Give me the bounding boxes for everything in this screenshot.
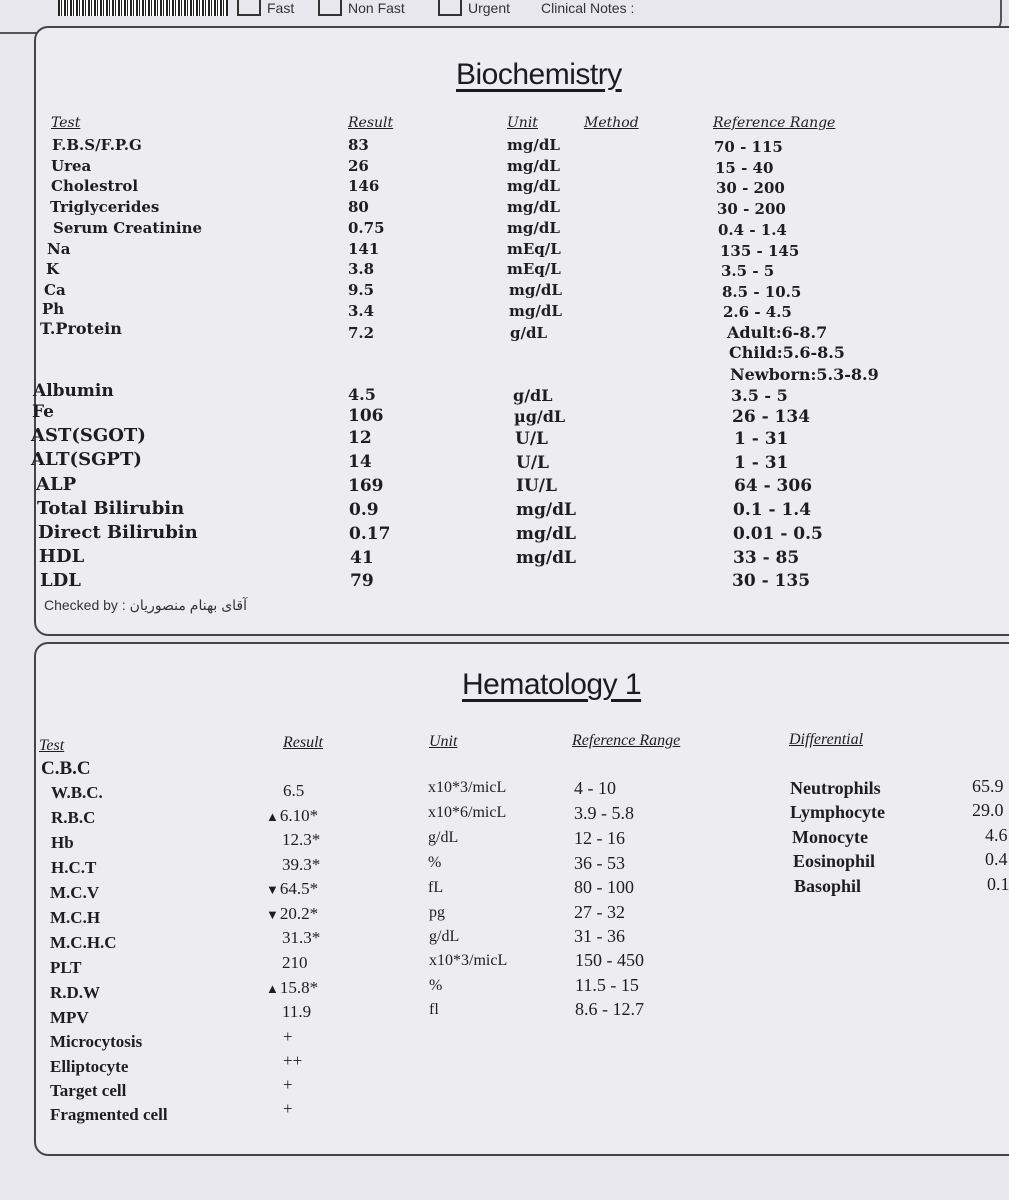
bio-ref-urea: 15 - 40 (715, 159, 774, 177)
hem-test-mcv: M.C.V (50, 883, 100, 902)
bio-ref-hdl: 33 - 85 (733, 548, 800, 568)
non-fast-label: Non Fast (348, 0, 405, 16)
hem-group-cbc: C.B.C (41, 758, 91, 779)
hem-result-hct: 39.3* (282, 855, 321, 874)
bio-result-ldl: 79 (350, 571, 374, 591)
bio-unit-triglycerides: mg/dL (507, 198, 560, 216)
hem-unit-mch: pg (429, 904, 445, 921)
bio-ref-ca: 8.5 - 10.5 (722, 283, 802, 301)
bio-test-ca: Ca (44, 281, 66, 299)
bio-result-hdl: 41 (350, 548, 374, 568)
bio-test-hdl: HDL (39, 546, 85, 567)
bio-unit-hdl: mg/dL (516, 548, 576, 568)
down-arrow-icon: ▼ (266, 907, 279, 922)
bio-result-total-bilirubin: 0.9 (349, 500, 379, 520)
hem-header-test: Test (39, 737, 65, 754)
diff-name-monocyte: Monocyte (792, 827, 868, 847)
bio-ref-triglycerides: 30 - 200 (717, 200, 786, 218)
bio-header-method: Method (584, 115, 639, 131)
hem-test-elliptocyte: Elliptocyte (50, 1057, 129, 1076)
hem-unit-mchc: g/dL (429, 928, 460, 945)
hem-header-differential: Differential (789, 731, 864, 748)
hem-test-plt: PLT (50, 958, 82, 977)
hem-test-fragmented-cell: Fragmented cell (50, 1105, 168, 1124)
bio-ref-k: 3.5 - 5 (721, 262, 775, 280)
hem-test-wbc: W.B.C. (51, 783, 103, 802)
up-arrow-icon: ▲ (266, 981, 279, 996)
hematology-panel (34, 642, 1009, 1156)
bio-test-creatinine: Serum Creatinine (53, 219, 203, 237)
bio-ref-alp: 64 - 306 (734, 476, 813, 496)
hem-result-rbc: ▲6.10* (266, 806, 319, 825)
hem-ref-mchc: 31 - 36 (574, 926, 625, 946)
hem-result-rdw: ▲15.8* (266, 978, 319, 997)
hem-unit-hb: g/dL (428, 829, 459, 846)
bio-result-ca: 9.5 (348, 281, 375, 299)
bio-header-result: Result (348, 115, 394, 131)
fast-label: Fast (267, 0, 295, 16)
diff-value-eosinophil: 0.4 (985, 849, 1008, 869)
bio-test-alp: ALP (36, 474, 77, 495)
bio-ref-alt: 1 - 31 (734, 453, 789, 473)
hem-test-mpv: MPV (50, 1008, 89, 1027)
hem-header-unit: Unit (429, 733, 458, 750)
bio-test-k: K (46, 260, 60, 278)
hematology-title: Hematology 1 (462, 668, 642, 701)
hem-unit-hct: % (428, 854, 442, 871)
bio-ref-na: 135 - 145 (720, 242, 800, 260)
bio-result-k: 3.8 (348, 260, 375, 278)
biochemistry-title: Biochemistry (456, 58, 622, 91)
urgent-label: Urgent (468, 0, 511, 16)
bio-result-fbs: 83 (348, 136, 369, 154)
bio-unit-fbs: mg/dL (507, 136, 560, 154)
hem-unit-mpv: fl (429, 1001, 439, 1018)
hem-header-reference: Reference Range (572, 732, 681, 749)
bio-unit-albumin: g/dL (513, 386, 553, 405)
hem-test-hct: H.C.T (51, 858, 97, 877)
bio-test-albumin: Albumin (33, 381, 114, 401)
bio-result-alp: 169 (348, 476, 384, 496)
down-arrow-icon: ▼ (266, 882, 279, 897)
hem-test-microcytosis: Microcytosis (50, 1032, 143, 1051)
bio-result-triglycerides: 80 (348, 198, 369, 216)
hem-result-plt: 210 (282, 953, 308, 972)
hem-test-rdw: R.D.W (50, 983, 101, 1002)
bio-unit-ast: U/L (515, 429, 548, 449)
bio-ref-ldl: 30 - 135 (732, 571, 811, 591)
bio-test-ph: Ph (42, 300, 65, 318)
bio-ref-cholesterol: 30 - 200 (716, 179, 785, 197)
hem-ref-mch: 27 - 32 (574, 902, 625, 922)
bio-unit-creatinine: mg/dL (507, 219, 560, 237)
hem-test-hb: Hb (51, 833, 74, 852)
hem-ref-wbc: 4 - 10 (574, 778, 616, 798)
hem-result-target-cell: + (283, 1075, 293, 1094)
bio-ref-fbs: 70 - 115 (714, 138, 783, 156)
hem-ref-plt: 150 - 450 (575, 950, 644, 970)
bio-ref-ast: 1 - 31 (734, 429, 789, 449)
hem-unit-wbc: x10*3/micL (428, 779, 507, 796)
bio-unit-alp: IU/L (516, 476, 557, 496)
bio-ref-direct-bilirubin: 0.01 - 0.5 (733, 524, 823, 544)
hem-result-elliptocyte: ++ (283, 1051, 303, 1070)
bio-unit-k: mEq/L (507, 260, 561, 278)
hem-result-fragmented-cell: + (283, 1099, 293, 1118)
bio-unit-na: mEq/L (507, 240, 561, 258)
bio-ref-tprotein-newborn: Newborn:5.3-8.9 (730, 365, 879, 384)
up-arrow-icon: ▲ (266, 809, 279, 824)
bio-unit-alt: U/L (516, 453, 549, 473)
hem-ref-rdw: 11.5 - 15 (575, 975, 639, 995)
hem-ref-rbc: 3.9 - 5.8 (574, 803, 634, 823)
hem-test-target-cell: Target cell (50, 1081, 127, 1100)
diff-value-lymphocyte: 29.0 (972, 800, 1004, 820)
bio-unit-total-bilirubin: mg/dL (516, 500, 576, 520)
hem-unit-rbc: x10*6/micL (428, 804, 507, 821)
bio-test-tprotein: T.Protein (40, 319, 122, 338)
hem-result-wbc: 6.5 (283, 781, 305, 800)
bio-ref-creatinine: 0.4 - 1.4 (718, 221, 787, 239)
bio-unit-ca: mg/dL (509, 281, 562, 299)
diff-value-monocyte: 4.6 (985, 825, 1008, 845)
bio-ref-ph: 2.6 - 4.5 (723, 303, 792, 321)
hem-result-mpv: 11.9 (282, 1002, 312, 1021)
bio-ref-fe: 26 - 134 (732, 407, 811, 427)
hem-result-mchc: 31.3* (282, 928, 321, 947)
bio-result-tprotein: 7.2 (348, 324, 375, 342)
hem-ref-hb: 12 - 16 (574, 828, 625, 848)
hem-ref-hct: 36 - 53 (574, 853, 625, 873)
bio-test-na: Na (47, 240, 71, 258)
bio-result-na: 141 (348, 240, 380, 258)
hem-unit-rdw: % (429, 977, 443, 994)
hem-result-mcv: ▼64.5* (266, 879, 319, 898)
bio-test-total-bilirubin: Total Bilirubin (37, 498, 185, 519)
bio-ref-tprotein-adult: Adult:6-8.7 (727, 323, 828, 342)
hem-ref-mcv: 80 - 100 (574, 877, 634, 897)
bio-result-ast: 12 (348, 428, 372, 448)
bio-result-creatinine: 0.75 (348, 219, 385, 237)
report-header (0, 0, 1009, 22)
bio-result-direct-bilirubin: 0.17 (349, 524, 391, 544)
bio-test-fbs: F.B.S/F.P.G (52, 136, 142, 154)
bio-test-ldl: LDL (40, 570, 81, 591)
bio-header-unit: Unit (507, 115, 538, 131)
hem-test-mch: M.C.H (50, 908, 101, 927)
bio-ref-tprotein-child: Child:5.6-8.5 (729, 343, 845, 362)
hem-ref-mpv: 8.6 - 12.7 (575, 999, 644, 1019)
diff-name-basophil: Basophil (794, 876, 862, 896)
hem-test-mchc: M.C.H.C (50, 933, 117, 952)
bio-result-fe: 106 (348, 406, 384, 426)
bio-header-reference: Reference Range (713, 115, 836, 131)
bio-test-alt: ALT(SGPT) (31, 449, 142, 470)
diff-name-eosinophil: Eosinophil (793, 851, 876, 871)
checked-by: Checked by : آقای بهنام منصوریان (44, 597, 248, 613)
bio-unit-direct-bilirubin: mg/dL (516, 524, 576, 544)
diff-value-neutrophils: 65.9 (972, 776, 1004, 796)
diff-value-basophil: 0.1 (987, 874, 1009, 894)
bio-result-ph: 3.4 (348, 302, 375, 320)
hem-unit-mcv: fL (428, 879, 444, 896)
hem-unit-plt: x10*3/micL (429, 952, 508, 969)
bio-result-urea: 26 (348, 157, 369, 175)
hem-result-microcytosis: + (283, 1027, 293, 1046)
bio-test-triglycerides: Triglycerides (50, 198, 160, 216)
clinical-notes-label: Clinical Notes : (541, 0, 635, 16)
bio-test-cholesterol: Cholestrol (51, 177, 139, 195)
bio-result-alt: 14 (348, 452, 372, 472)
bio-unit-ph: mg/dL (509, 302, 562, 320)
bio-header-test: Test (51, 115, 81, 131)
bio-unit-urea: mg/dL (507, 157, 560, 175)
bio-unit-tprotein: g/dL (510, 324, 548, 342)
diff-name-lymphocyte: Lymphocyte (790, 802, 886, 822)
bio-ref-total-bilirubin: 0.1 - 1.4 (733, 500, 812, 520)
diff-name-neutrophils: Neutrophils (790, 778, 881, 798)
hem-test-rbc: R.B.C (51, 808, 96, 827)
bio-unit-fe: µg/dL (514, 407, 566, 426)
bio-ref-albumin: 3.5 - 5 (731, 386, 788, 405)
hem-result-mch: ▼20.2* (266, 904, 319, 923)
hem-header-result: Result (283, 734, 323, 751)
bio-result-albumin: 4.5 (348, 385, 376, 404)
bio-test-direct-bilirubin: Direct Bilirubin (38, 522, 198, 543)
bio-result-cholesterol: 146 (348, 177, 380, 195)
bio-test-urea: Urea (51, 157, 92, 175)
hem-result-hb: 12.3* (282, 830, 321, 849)
bio-unit-cholesterol: mg/dL (507, 177, 560, 195)
bio-test-ast: AST(SGOT) (31, 425, 146, 446)
bio-test-fe: Fe (32, 402, 54, 422)
